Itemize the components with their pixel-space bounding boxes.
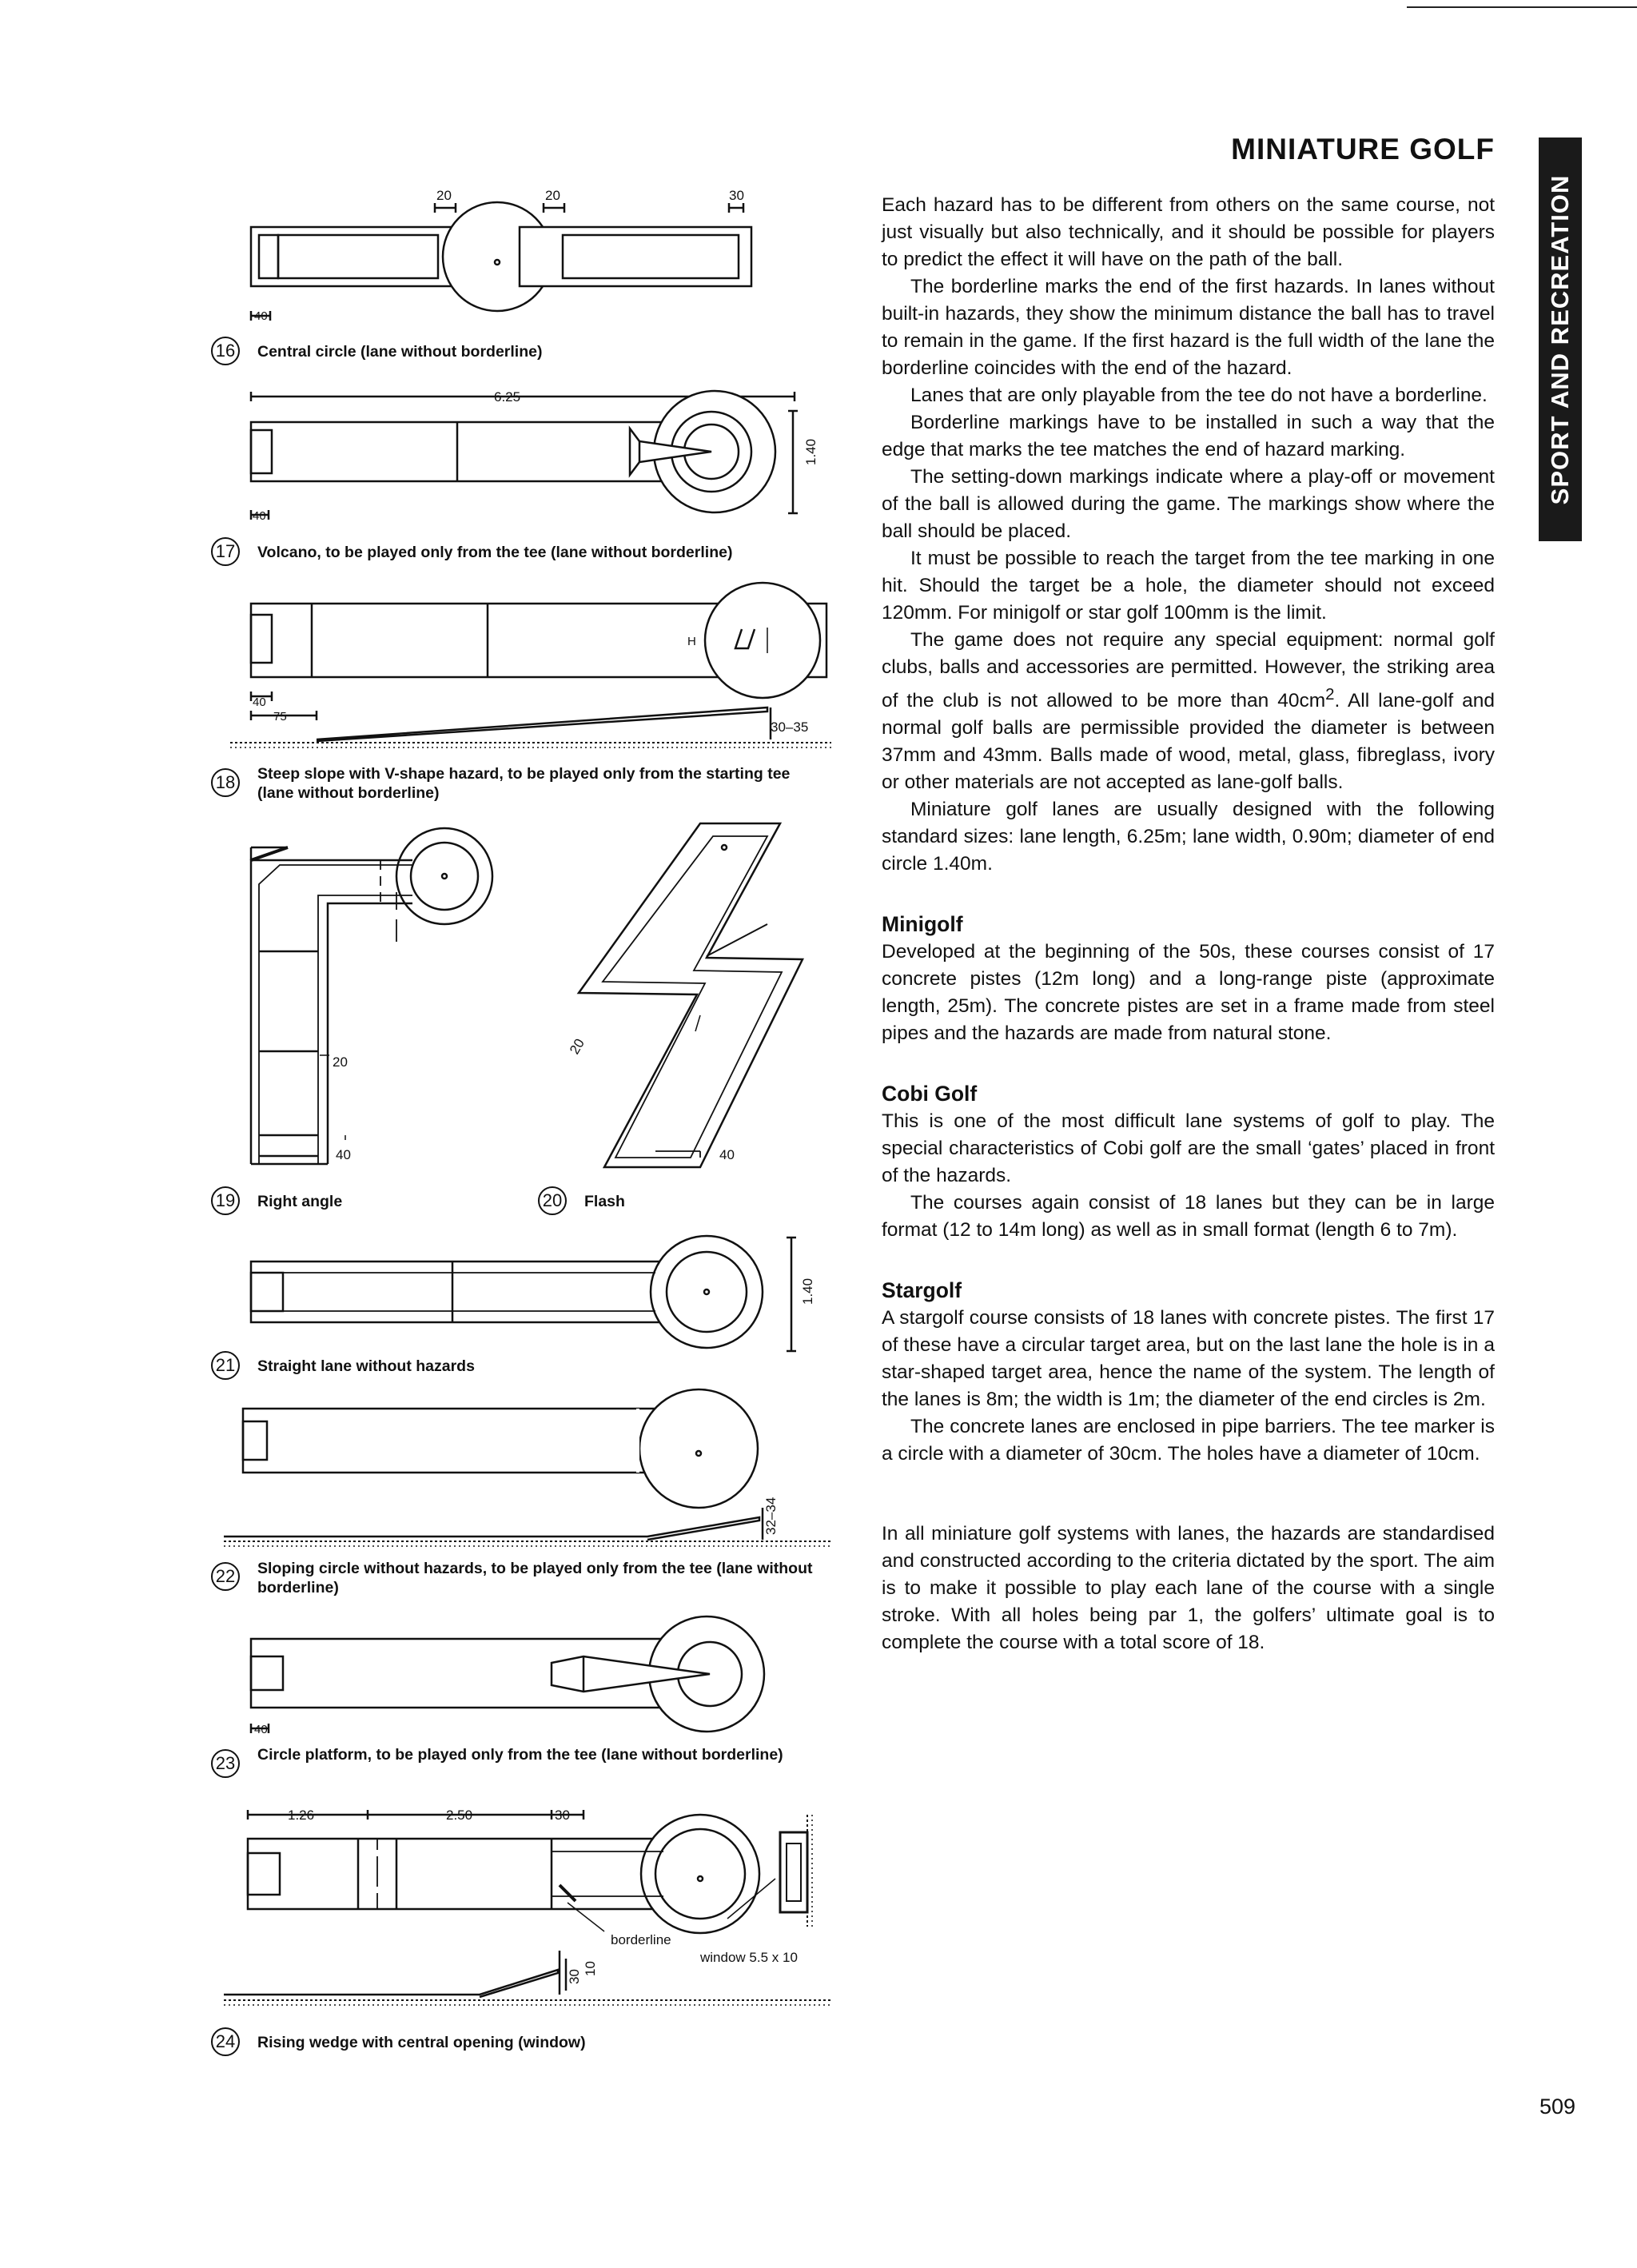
text-span: . All lane-golf and normal golf balls are permissible provided the diameter is between 37mm and 43mm. Balls made of wood, metal, glass, fibreglass, ivory or other materials are not accepted as lane-golf balls. xyxy=(882,690,1495,794)
dim-label: 30 xyxy=(729,188,744,203)
figure-caption: Sloping circle without hazards, to be played only from the tee (lane without borderline) xyxy=(257,1560,813,1596)
figure-number: 20 xyxy=(538,1186,567,1215)
figure-19-drawing xyxy=(240,815,528,1175)
figure-number: 21 xyxy=(211,1351,240,1380)
body-text-column xyxy=(882,192,1495,1656)
figure-number: 24 xyxy=(211,2027,240,2056)
figure-caption: Straight lane without hazards xyxy=(257,1357,475,1375)
section-tab xyxy=(1539,138,1582,541)
dim-label: 30 xyxy=(555,1808,570,1823)
superscript: 2 xyxy=(1325,686,1335,704)
figure-caption: Right angle xyxy=(257,1193,343,1210)
paragraph: It must be possible to reach the target from the tee marking in one hit. Should the target be a hole, the diameter should not exceed 120mm. For minigolf or star golf 100mm is the limit. xyxy=(882,548,1495,624)
figure-number: 22 xyxy=(211,1562,240,1591)
dim-label: 40 xyxy=(253,509,266,523)
figure-21-drawing xyxy=(240,1231,847,1359)
paragraph: The borderline marks the end of the first hazards. In lanes without built-in hazards, they show the minimum distance the ball has to travel to remain in the game. If the first hazard is the full width of the lane the borderline coincides with the end of the hazard. xyxy=(882,276,1495,379)
dim-label: 30–35 xyxy=(771,719,809,735)
paragraph: The setting-down markings indicate where a play-off or movement of the ball is allowed during the game. The markings show where the ball should be placed. xyxy=(882,466,1495,542)
dim-label: 30 xyxy=(567,1969,582,1984)
figure-caption: Circle platform, to be played only from the tee (lane without borderline) xyxy=(257,1746,783,1764)
dim-label: 20 xyxy=(567,1036,587,1057)
paragraph: Each hazard has to be different from others on the same course, not just visually but also technically, and it should be possible for players to predict the effect it will have on the path of the ball. xyxy=(882,194,1495,270)
paragraph: The courses again consist of 18 lanes but they can be in large format (12 to 14m long) as well as in small format (length 6 to 7m). xyxy=(882,1192,1495,1242)
figure-20-drawing xyxy=(528,815,831,1191)
figure-caption: Central circle (lane without borderline) xyxy=(257,343,543,361)
figure-24-drawing xyxy=(216,1799,847,2015)
paragraph: A stargolf course consists of 18 lanes with concrete pistes. The first 17 of these have a circular target area, but on the last lane the hole is in a star-shaped target area, hence the name of the system. The length of the lanes is 8m; the width is 1m; the diameter of the end circles is 2m. xyxy=(882,1307,1495,1411)
dim-label: 40 xyxy=(253,696,266,709)
dim-label: 10 xyxy=(583,1961,598,1976)
dim-label: 1.26 xyxy=(288,1808,315,1823)
page-number: 509 xyxy=(1539,2095,1576,2119)
paragraph: Borderline markings have to be installed in such a way that the edge that marks the tee matches the end of hazard marking. xyxy=(882,412,1495,460)
dim-label: 40 xyxy=(336,1147,351,1162)
dim-label: 20 xyxy=(436,188,452,203)
figure-caption: Steep slope with V-shape hazard, to be played only from the starting tee (lane without borderline) xyxy=(257,765,791,802)
heading-cobi-golf: Cobi Golf xyxy=(882,1082,978,1106)
figure-number: 16 xyxy=(211,337,240,365)
dim-label: 75 xyxy=(273,710,287,723)
paragraph xyxy=(882,627,1495,796)
borderline-label: borderline xyxy=(611,1932,671,1947)
figure-16-drawing xyxy=(240,184,847,336)
paragraph: Developed at the beginning of the 50s, these courses consist of 17 concrete pistes (12m long) and a long-range piste (approximate length, 25m). The concrete pistes are set in a frame made from steel pipes and the hazards are made from natural stone. xyxy=(882,941,1495,1045)
paragraph: This is one of the most difficult lane systems of golf to play. The special characteristics of Cobi golf are the small ‘gates’ placed in front of the hazards. xyxy=(882,1110,1495,1187)
figure-18-drawing xyxy=(224,572,847,755)
paragraph: The concrete lanes are enclosed in pipe barriers. The tee marker is a circle with a diameter of 30cm. The holes have a diameter of 10cm. xyxy=(882,1416,1495,1465)
figure-caption: Flash xyxy=(584,1193,625,1210)
dim-label: 40 xyxy=(254,309,268,323)
dim-label: 6.25 xyxy=(494,389,521,405)
heading-minigolf: Minigolf xyxy=(882,912,963,937)
dim-label: 40 xyxy=(254,1723,268,1735)
paragraph: In all miniature golf systems with lanes, the hazards are standardised and constructed according to the criteria dictated by the sport. The aim is to make it possible to play each lane of the course with a single stroke. With all holes being par 1, the golfers’ ultimate goal is to complete the course with a total score of 18. xyxy=(882,1523,1495,1654)
dim-label: 20 xyxy=(333,1054,348,1070)
dim-label: 40 xyxy=(719,1147,735,1162)
figure-22-drawing xyxy=(216,1383,847,1551)
heading-stargolf: Stargolf xyxy=(882,1278,962,1303)
dim-label: 1.40 xyxy=(800,1277,815,1305)
text-span: The game does not require any special equipment: normal golf clubs, balls and accessories are permitted. However, the striking area of the club is not allowed to be more than 40cm xyxy=(882,629,1495,712)
figure-number: 23 xyxy=(211,1749,240,1778)
figure-number: 18 xyxy=(211,768,240,797)
dim-label: 1.40 xyxy=(803,438,818,465)
figure-caption: Volcano, to be played only from the tee (lane without borderline) xyxy=(257,544,733,561)
dim-label: 2.50 xyxy=(446,1808,473,1823)
dim-label: 32–34 xyxy=(763,1497,779,1535)
paragraph: Miniature golf lanes are usually designed with the following standard sizes: lane length, 6.25m; lane width, 0.90m; diameter of end circle 1.40m. xyxy=(882,799,1495,875)
dim-label: 20 xyxy=(545,188,560,203)
figure-number: 19 xyxy=(211,1186,240,1215)
page-title: MINIATURE GOLF xyxy=(1231,133,1495,165)
figure-number: 17 xyxy=(211,537,240,566)
dim-label: H xyxy=(687,635,696,648)
section-tab-label: SPORT AND RECREATION xyxy=(1546,174,1574,504)
window-label: window 5.5 x 10 xyxy=(700,1950,798,1965)
top-rule xyxy=(1407,6,1637,8)
figure-23-drawing xyxy=(232,1615,807,1735)
figure-17-drawing xyxy=(240,384,847,528)
figure-caption: Rising wedge with central opening (window) xyxy=(257,2034,586,2051)
paragraph: Lanes that are only playable from the tee do not have a borderline. xyxy=(910,385,1488,406)
